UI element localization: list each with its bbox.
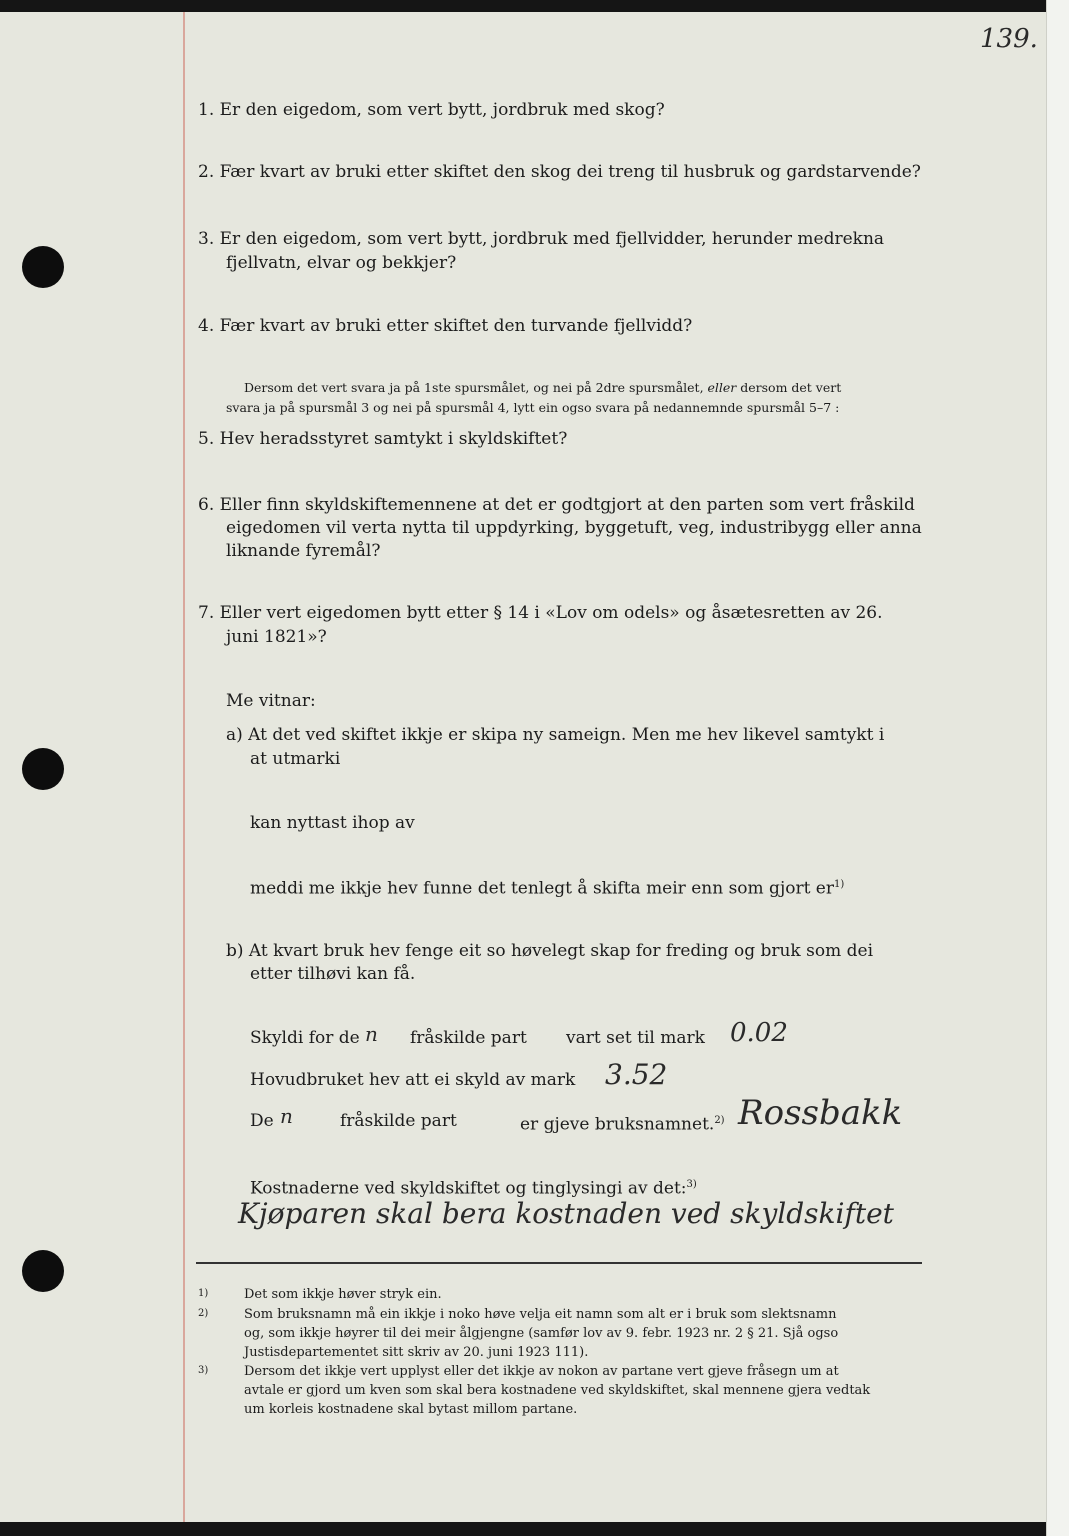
instruction-line1 [244, 378, 841, 397]
witness-a-line3: kan nyttast ihop av [250, 813, 415, 833]
footnote-mark: 3) [198, 1365, 209, 1376]
scan-bottom-border [0, 1522, 1069, 1536]
scan-top-border [0, 0, 1069, 12]
skyld-value: 0.02 [730, 1018, 788, 1048]
punch-hole [22, 246, 64, 288]
farm-name-value: Rossbakk [738, 1093, 903, 1133]
question-6-line2: eigedomen vil verta nytta til uppdyrking, byggetuft, veg, industribygg eller anna [226, 518, 922, 538]
question-5: 5. Hev heradsstyret samtykt i skyldskiftet? [198, 429, 568, 449]
margin-line [183, 12, 185, 1522]
footnote-2-line2: og, som ikkje høyrer til dei meir ålgjengne (samfør lov av 9. febr. 1923 nr. 2 § 21. Sjå ogso [244, 1326, 839, 1341]
question-6-line3: liknande fyremål? [226, 541, 381, 561]
hovud-label: Hovudbruket hev att ei skyld av mark [250, 1070, 576, 1090]
skyld-label-handwritten: n [365, 1022, 378, 1046]
name-label-b: fråskilde part [340, 1111, 457, 1131]
cost-label [250, 1174, 697, 1200]
footnote-3-line3: um korleis kostnadene skal bytast millom partane. [244, 1402, 578, 1417]
name-label-a: De [250, 1111, 274, 1131]
instruction-text: Dersom det vert svara ja på 1ste spursmålet, og nei på 2dre spursmålet, [244, 380, 708, 395]
witness-b-line2: etter tilhøvi kan få. [250, 964, 416, 984]
footnote-mark: 2) [198, 1308, 209, 1319]
question-7-line2: juni 1821»? [226, 627, 327, 647]
skyld-label-b: fråskilde part [410, 1028, 527, 1048]
name-label-text: er gjeve bruksnamnet. [520, 1114, 715, 1135]
question-3: 3. Er den eigedom, som vert bytt, jordbruk med fjellvidder, herunder medrekna [198, 229, 885, 249]
page-number: 139. [980, 24, 1038, 54]
page-edge [1046, 0, 1069, 1536]
question-6: 6. Eller finn skyldskiftemennene at det er godtgjort at den parten som vert fråskild [198, 495, 915, 515]
witness-a-line1: a) At det ved skiftet ikkje er skipa ny sameign. Men me hev likevel samtykt i [226, 725, 885, 745]
instruction-emphasis: eller [707, 380, 737, 395]
skyld-label-a: Skyldi for de [250, 1028, 360, 1048]
witness-heading: Me vitnar: [226, 691, 316, 711]
name-label-c [520, 1110, 725, 1136]
punch-hole [22, 748, 64, 790]
footnote-2: Som bruksnamn må ein ikkje i noko høve velja eit namn som alt er i bruk som slektsnamn [244, 1307, 837, 1322]
question-3-line2: fjellvatn, elvar og bekkjer? [226, 253, 457, 273]
footnote-ref: 2) [714, 1115, 725, 1126]
skyld-label-c: vart set til mark [566, 1028, 705, 1048]
witness-a-text: meddi me ikkje hev funne det tenlegt å skifta meir enn som gjort er [250, 878, 834, 899]
witness-a-line4 [250, 874, 844, 900]
instruction-line2: svara ja på spursmål 3 og nei på spursmål 4, lytt ein ogso svara på nedannemnde spursmål 5–7 : [226, 400, 840, 415]
footnote-mark: 1) [198, 1288, 209, 1299]
instruction-text: dersom det vert [736, 380, 842, 395]
question-7: 7. Eller vert eigedomen bytt etter § 14 i «Lov om odels» og åsætesretten av 26. [198, 603, 883, 623]
hovud-value: 3.52 [605, 1058, 668, 1091]
footnote-2-line3: Justisdepartementet sitt skriv av 20. juni 1923 111). [244, 1345, 589, 1360]
footnote-1: Det som ikkje høver stryk ein. [244, 1287, 442, 1302]
question-4: 4. Fær kvart av bruki etter skiftet den turvande fjellvidd? [198, 316, 693, 336]
question-2: 2. Fær kvart av bruki etter skiftet den skog dei treng til husbruk og gardstarvende? [198, 162, 921, 182]
footnote-divider [196, 1262, 922, 1264]
question-1: 1. Er den eigedom, som vert bytt, jordbruk med skog? [198, 100, 665, 120]
cost-value: Kjøparen skal bera kostnaden ved skyldskiftet [238, 1197, 894, 1230]
footnote-3: Dersom det ikkje vert upplyst eller det ikkje av nokon av partane vert gjeve fråsegn um at [244, 1364, 839, 1379]
footnote-ref: 1) [834, 879, 845, 890]
name-label-handwritten: n [280, 1104, 293, 1128]
punch-hole [22, 1250, 64, 1292]
witness-a-line2: at utmarki [250, 749, 341, 769]
footnote-ref: 3) [686, 1179, 697, 1190]
witness-b-line1: b) At kvart bruk hev fenge eit so høvelegt skap for freding og bruk som dei [226, 941, 874, 961]
cost-label-text: Kostnaderne ved skyldskiftet og tinglysingi av det: [250, 1178, 687, 1199]
footnote-3-line2: avtale er gjord um kven som skal bera kostnadene ved skyldskiftet, skal mennene gjera vedtak [244, 1383, 871, 1398]
